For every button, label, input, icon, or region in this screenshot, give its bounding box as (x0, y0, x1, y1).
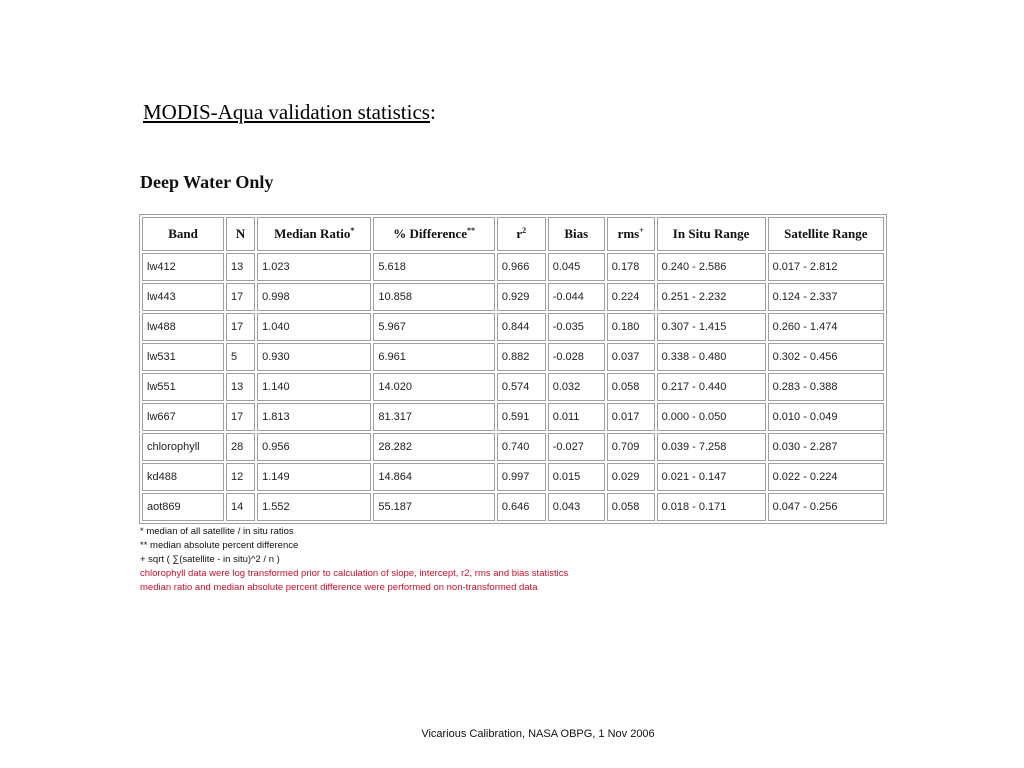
table-cell: 0.283 - 0.388 (768, 373, 884, 401)
table-row (142, 313, 884, 341)
column-header-superscript: + (639, 226, 644, 235)
table-cell: 13 (226, 373, 255, 401)
table-cell: chlorophyll (142, 433, 224, 461)
table-cell: 1.813 (257, 403, 371, 431)
footnote-line: + sqrt ( ∑(satellite - in situ)^2 / n ) (140, 554, 280, 565)
table-cell: kd488 (142, 463, 224, 491)
table-cell: 0.307 - 1.415 (657, 313, 766, 341)
table-cell: 1.023 (257, 253, 371, 281)
column-header-superscript: * (350, 226, 355, 235)
column-header-label: In Situ Range (672, 226, 750, 241)
column-header-label: r (516, 226, 523, 241)
column-header-superscript: ** (467, 226, 475, 235)
table-header-row (142, 217, 884, 251)
table-row (142, 343, 884, 371)
column-header-label: rms (617, 226, 640, 241)
column-header-superscript: 2 (522, 226, 527, 235)
table-cell: 0.302 - 0.456 (768, 343, 884, 371)
table-cell: 0.591 (497, 403, 546, 431)
table-cell: 0.037 (607, 343, 655, 371)
footnote-line: ** median absolute percent difference (140, 540, 299, 551)
table-cell: 0.032 (548, 373, 605, 401)
table-cell: 17 (226, 313, 255, 341)
table-cell: 0.043 (548, 493, 605, 521)
footnotes (140, 525, 568, 595)
footnote-line: chlorophyll data were log transformed prior to calculation of slope, intercept, r2, rms and bias statistics (140, 568, 569, 579)
table-cell: 0.844 (497, 313, 546, 341)
column-header-label: Band (168, 226, 198, 241)
table-cell: 13 (226, 253, 255, 281)
table-cell: -0.035 (548, 313, 605, 341)
table-cell: 81.317 (373, 403, 495, 431)
table-cell: 0.251 - 2.232 (657, 283, 766, 311)
column-header-label: Satellite Range (784, 226, 868, 241)
column-header (373, 217, 495, 251)
table-cell: 6.961 (373, 343, 495, 371)
table-cell: 0.022 - 0.224 (768, 463, 884, 491)
footnote-line: * median of all satellite / in situ ratios (140, 526, 294, 537)
table-cell: 0.240 - 2.586 (657, 253, 766, 281)
column-header (607, 217, 655, 251)
column-header (257, 217, 371, 251)
column-header (497, 217, 546, 251)
table-cell: 10.858 (373, 283, 495, 311)
table-cell: 5.967 (373, 313, 495, 341)
table-cell: 0.882 (497, 343, 546, 371)
table-cell: lw531 (142, 343, 224, 371)
table-cell: lw412 (142, 253, 224, 281)
table-cell: 1.552 (257, 493, 371, 521)
column-header-label: % Difference (393, 226, 467, 241)
column-header (768, 217, 884, 251)
table-cell: -0.028 (548, 343, 605, 371)
table-cell: 0.058 (607, 493, 655, 521)
table-cell: 0.058 (607, 373, 655, 401)
slide-footer: Vicarious Calibration, NASA OBPG, 1 Nov 2006 (421, 728, 655, 740)
table-cell: 0.017 (607, 403, 655, 431)
table-cell: 17 (226, 283, 255, 311)
table-cell: 0.011 (548, 403, 605, 431)
table-cell: 0.740 (497, 433, 546, 461)
table-cell: 14 (226, 493, 255, 521)
table-row (142, 373, 884, 401)
table-cell: 0.039 - 7.258 (657, 433, 766, 461)
table-cell: 0.966 (497, 253, 546, 281)
table-cell: 0.021 - 0.147 (657, 463, 766, 491)
column-header (142, 217, 224, 251)
table-cell: 0.030 - 2.287 (768, 433, 884, 461)
table-cell: 0.015 (548, 463, 605, 491)
table-header (142, 217, 884, 251)
table-row (142, 253, 884, 281)
column-header (226, 217, 255, 251)
table-row (142, 283, 884, 311)
table-cell: 55.187 (373, 493, 495, 521)
table-cell: 12 (226, 463, 255, 491)
table-cell: 0.224 (607, 283, 655, 311)
table-cell: 0.124 - 2.337 (768, 283, 884, 311)
footnote-line: median ratio and median absolute percent difference were performed on non-transformed data (140, 582, 538, 593)
column-header (548, 217, 605, 251)
validation-statistics-table (139, 214, 887, 524)
table-cell: 17 (226, 403, 255, 431)
table-cell: 1.140 (257, 373, 371, 401)
table-row (142, 403, 884, 431)
table-cell: -0.027 (548, 433, 605, 461)
column-header-label: Bias (564, 226, 589, 241)
table-cell: 0.000 - 0.050 (657, 403, 766, 431)
column-header (657, 217, 766, 251)
table-cell: 0.574 (497, 373, 546, 401)
table-cell: 0.646 (497, 493, 546, 521)
table-cell: 14.020 (373, 373, 495, 401)
page-title (143, 99, 436, 125)
table-cell: lw488 (142, 313, 224, 341)
table-cell: 0.956 (257, 433, 371, 461)
table-cell: lw443 (142, 283, 224, 311)
table-cell: 1.040 (257, 313, 371, 341)
table-cell: 0.178 (607, 253, 655, 281)
table-cell: 28.282 (373, 433, 495, 461)
column-header-label: N (235, 226, 246, 241)
table-cell: 0.997 (497, 463, 546, 491)
table-cell: 0.338 - 0.480 (657, 343, 766, 371)
table-cell: 0.217 - 0.440 (657, 373, 766, 401)
table-cell: 0.029 (607, 463, 655, 491)
page-title-suffix: : (429, 100, 436, 124)
table-cell: 0.260 - 1.474 (768, 313, 884, 341)
table-body (142, 253, 884, 521)
page-title-text: MODIS-Aqua validation statistics (143, 100, 430, 124)
table-cell: 0.010 - 0.049 (768, 403, 884, 431)
table-cell: 5 (226, 343, 255, 371)
table-cell: 1.149 (257, 463, 371, 491)
table-row (142, 463, 884, 491)
table-cell: 0.017 - 2.812 (768, 253, 884, 281)
table-cell: 0.045 (548, 253, 605, 281)
column-header-label: Median Ratio (274, 226, 351, 241)
table-cell: lw551 (142, 373, 224, 401)
table-row (142, 433, 884, 461)
table-cell: 0.018 - 0.171 (657, 493, 766, 521)
table-cell: 0.709 (607, 433, 655, 461)
table-cell: 5.618 (373, 253, 495, 281)
table-cell: lw667 (142, 403, 224, 431)
section-heading: Deep Water Only (140, 172, 274, 192)
table-cell: 14.864 (373, 463, 495, 491)
table-row (142, 493, 884, 521)
table-cell: 0.180 (607, 313, 655, 341)
table-cell: -0.044 (548, 283, 605, 311)
table-cell: aot869 (142, 493, 224, 521)
table-cell: 0.047 - 0.256 (768, 493, 884, 521)
table-cell: 28 (226, 433, 255, 461)
table-cell: 0.930 (257, 343, 371, 371)
table-cell: 0.998 (257, 283, 371, 311)
table-cell: 0.929 (497, 283, 546, 311)
